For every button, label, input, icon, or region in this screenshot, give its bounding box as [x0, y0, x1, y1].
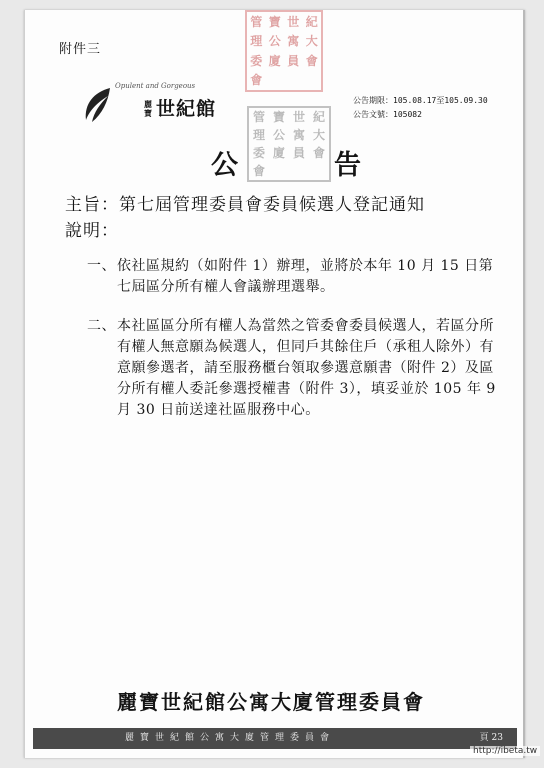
notice-period: 公告期限：105.08.17至105.09.30 [353, 96, 488, 105]
seal-char: 公 [268, 34, 281, 49]
title-char-1: 公 [211, 150, 238, 181]
item-text: 依社區規約（如附件 1）辦理，並將於本年 10 月 15 日第七屆區分所有權人會議辦理選舉。 [117, 258, 494, 295]
seal-char: 寶 [272, 110, 285, 124]
seal-char: 紀 [305, 14, 318, 29]
item-number: 一、 [87, 258, 116, 274]
seal-char: 會 [250, 73, 263, 88]
logo-small-text: 麗寶 [144, 99, 152, 118]
seal-char: 廈 [272, 146, 285, 160]
seal-char: 大 [312, 128, 325, 142]
company-logo [80, 80, 220, 130]
footer-bar-title: 麗寶世紀館公寓大廈管理委員會 [125, 733, 336, 743]
seal-char: 委 [252, 146, 265, 160]
watermark-link[interactable]: http://ibeta.tw [470, 746, 540, 756]
item-text: 本社區區分所有權人為當然之管委會委員候選人，若區分所有權人無意願為候選人，但同戶其餘住戶（承租人除外）有意願參選者，請至服務櫃台領取參選意願書（附件 2）及區分所有權人委託參選授權書（附件 3），填妥並於 105 年 9 月 30 日前送達社區服務中心。 [117, 318, 496, 418]
seal-char: 寓 [287, 34, 300, 49]
subject-line: 主旨：第七屆管理委員會委員候選人登記通知 [65, 195, 425, 215]
seal-char: 管 [252, 110, 265, 124]
description-label: 說明： [65, 221, 119, 241]
seal-char: 公 [272, 128, 285, 142]
seal-char: 廈 [268, 53, 281, 68]
seal-char: 員 [287, 53, 300, 68]
seal-char: 會 [312, 146, 325, 160]
logo-big-text: 世紀館 [156, 98, 217, 120]
seal-char: 員 [292, 146, 305, 160]
description-item [87, 316, 497, 421]
title-char-2: 告 [334, 150, 361, 181]
committee-seal-top [245, 10, 323, 92]
attachment-label: 附件三 [59, 42, 102, 57]
seal-char: 寶 [268, 14, 281, 29]
seal-char: 世 [287, 14, 300, 29]
logo-script-text: Opulent and Gorgeous [115, 82, 196, 90]
seal-char: 會 [305, 53, 318, 68]
seal-char: 紀 [312, 110, 325, 124]
page-number: 頁 23 [479, 733, 503, 743]
seal-char: 世 [292, 110, 305, 124]
description-item [87, 256, 497, 298]
item-number: 二、 [87, 318, 116, 334]
seal-char: 管 [250, 14, 263, 29]
seal-char: 理 [252, 128, 265, 142]
seal-char: 大 [305, 34, 318, 49]
footer-organization: 麗寶世紀館公寓大廈管理委員會 [117, 690, 425, 714]
seal-char: 會 [252, 164, 265, 178]
logo-swoosh-icon [80, 86, 114, 126]
notice-number: 公告文號：105082 [353, 110, 422, 119]
notice-title [211, 143, 361, 182]
seal-char: 委 [250, 53, 263, 68]
seal-char: 理 [250, 34, 263, 49]
footer-bar [33, 728, 517, 749]
notice-metadata [353, 94, 488, 122]
seal-char: 寓 [292, 128, 305, 142]
document-page [24, 10, 525, 758]
